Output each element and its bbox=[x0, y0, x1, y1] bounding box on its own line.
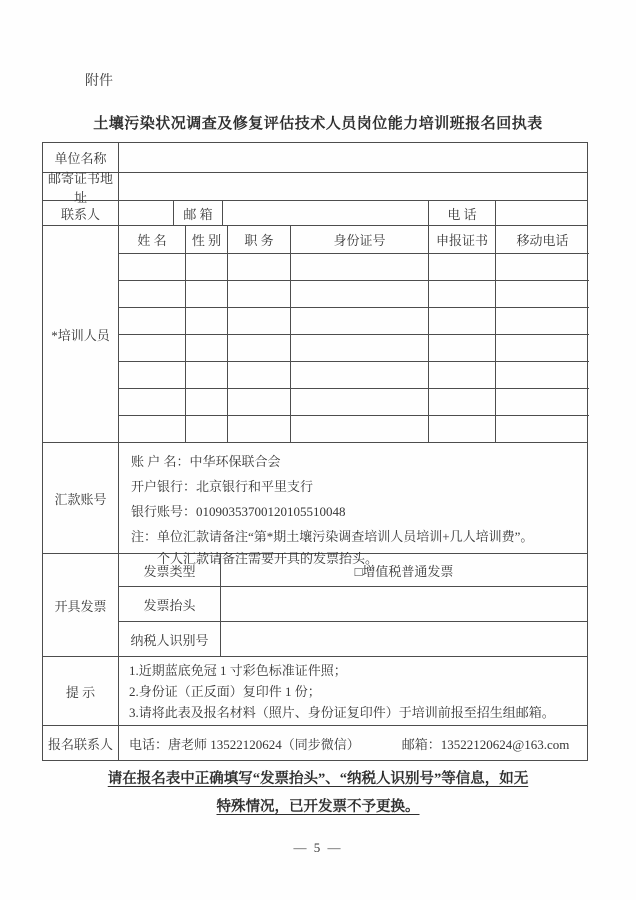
registration-contact-label: 报名联系人 bbox=[43, 726, 119, 760]
contact-email-label: 邮 箱 bbox=[174, 201, 223, 225]
mail-address-field bbox=[119, 173, 587, 200]
personnel-empty-cell bbox=[186, 335, 228, 362]
tips-line-2: 2.身份证（正反面）复印件 1 份； bbox=[129, 684, 321, 699]
tips-line-3: 3.请将此表及报名材料（照片、身份证复印件）于培训前报至招生组邮箱。 bbox=[129, 705, 555, 720]
personnel-empty-cell bbox=[186, 389, 228, 416]
personnel-empty-cell bbox=[186, 308, 228, 335]
contact-row bbox=[43, 201, 587, 226]
personnel-empty-cell bbox=[429, 335, 496, 362]
personnel-header-mobile: 移动电话 bbox=[496, 226, 589, 254]
personnel-empty-cell bbox=[291, 308, 429, 335]
personnel-empty-cell bbox=[429, 254, 496, 281]
contact-email-field bbox=[223, 201, 429, 225]
personnel-empty-cell bbox=[186, 281, 228, 308]
personnel-empty-cell bbox=[291, 281, 429, 308]
taxpayer-id-row bbox=[119, 622, 587, 657]
remittance-bank: 开户银行：北京银行和平里支行 bbox=[131, 479, 314, 494]
personnel-empty-cell bbox=[228, 389, 291, 416]
remittance-section bbox=[43, 443, 587, 566]
registration-contact-phone: 电话：唐老师 13522120624（同步微信） bbox=[129, 736, 360, 752]
unit-name-field bbox=[119, 143, 587, 172]
personnel-empty-cell bbox=[496, 254, 589, 281]
personnel-empty-cell bbox=[228, 362, 291, 389]
contact-field bbox=[119, 201, 174, 225]
footer-note-line1: 请在报名表中正确填写“发票抬头”、“纳税人识别号”等信息，如无 bbox=[107, 771, 529, 787]
personnel-empty-cell bbox=[186, 362, 228, 389]
personnel-header-gender: 性 别 bbox=[186, 226, 228, 254]
invoice-type-label: 发票类型 bbox=[119, 554, 221, 586]
personnel-empty-cell bbox=[291, 362, 429, 389]
personnel-empty-cell bbox=[496, 362, 589, 389]
unit-name-row bbox=[43, 143, 587, 173]
contact-label: 联系人 bbox=[43, 201, 119, 225]
invoice-section-label: 开具发票 bbox=[43, 554, 119, 656]
taxpayer-id-label: 纳税人识别号 bbox=[119, 622, 221, 657]
remittance-section-label: 汇款账号 bbox=[43, 443, 119, 553]
personnel-grid bbox=[119, 226, 589, 443]
contact-phone-label: 电 话 bbox=[429, 201, 496, 225]
personnel-empty-cell bbox=[228, 416, 291, 443]
remittance-note-line1: 注：单位汇款请备注“第*期土壤污染调查培训人员培训+几人培训费”。 bbox=[131, 529, 534, 544]
tips-content bbox=[119, 657, 587, 725]
personnel-empty-cell bbox=[429, 362, 496, 389]
tips-section bbox=[43, 657, 587, 726]
personnel-empty-cell bbox=[119, 308, 186, 335]
registration-contact-row bbox=[43, 726, 587, 760]
remittance-note-line2: 个人汇款请备注需要开具的发票抬头。 bbox=[157, 551, 379, 566]
personnel-header-position: 职 务 bbox=[228, 226, 291, 254]
personnel-empty-cell bbox=[291, 389, 429, 416]
personnel-empty-cell bbox=[186, 254, 228, 281]
personnel-empty-cell bbox=[496, 335, 589, 362]
remittance-content bbox=[119, 443, 587, 566]
personnel-header-id-number: 身份证号 bbox=[291, 226, 429, 254]
personnel-empty-cell bbox=[228, 281, 291, 308]
footer-note-line2: 特殊情况，已开发票不予更换。 bbox=[216, 799, 420, 815]
page-number: — 5 — bbox=[293, 840, 343, 855]
personnel-empty-cell bbox=[228, 254, 291, 281]
personnel-empty-cell bbox=[496, 389, 589, 416]
personnel-empty-cell bbox=[186, 416, 228, 443]
personnel-empty-cell bbox=[291, 416, 429, 443]
remittance-account-name: 账 户 名：中华环保联合会 bbox=[131, 454, 281, 469]
attachment-label: 附件 bbox=[85, 74, 113, 89]
invoice-subtable bbox=[119, 554, 587, 656]
personnel-header-name: 姓 名 bbox=[119, 226, 186, 254]
personnel-section bbox=[43, 226, 587, 443]
personnel-empty-cell bbox=[496, 281, 589, 308]
invoice-title-label: 发票抬头 bbox=[119, 587, 221, 621]
personnel-empty-cell bbox=[119, 254, 186, 281]
page-title: 土壤污染状况调查及修复评估技术人员岗位能力培训班报名回执表 bbox=[93, 116, 543, 132]
personnel-empty-cell bbox=[496, 416, 589, 443]
tips-section-label: 提 示 bbox=[43, 657, 119, 725]
personnel-empty-cell bbox=[228, 335, 291, 362]
contact-phone-field bbox=[496, 201, 587, 225]
invoice-section bbox=[43, 554, 587, 657]
unit-name-label: 单位名称 bbox=[43, 143, 119, 172]
mail-address-row bbox=[43, 170, 587, 205]
invoice-type-value: □增值税普通发票 bbox=[354, 563, 454, 579]
personnel-empty-cell bbox=[429, 416, 496, 443]
tips-line-1: 1.近期蓝底免冠 1 寸彩色标准证件照； bbox=[129, 663, 347, 678]
personnel-section-label: *培训人员 bbox=[43, 226, 119, 442]
personnel-empty-cell bbox=[119, 281, 186, 308]
mail-address-label: 邮寄证书地址 bbox=[43, 173, 119, 200]
personnel-table bbox=[119, 226, 589, 442]
invoice-type-row bbox=[119, 554, 587, 587]
remittance-account-number: 银行账号：01090353700120105510048 bbox=[131, 504, 346, 519]
registration-form-table bbox=[42, 142, 588, 761]
personnel-empty-cell bbox=[429, 281, 496, 308]
registration-contact-email: 邮箱：13522120624@163.com bbox=[401, 736, 570, 752]
invoice-title-row bbox=[119, 587, 587, 622]
personnel-empty-cell bbox=[119, 362, 186, 389]
personnel-empty-cell bbox=[429, 308, 496, 335]
personnel-header-certificate: 申报证书 bbox=[429, 226, 496, 254]
personnel-empty-cell bbox=[119, 389, 186, 416]
invoice-title-field bbox=[221, 587, 587, 621]
personnel-empty-cell bbox=[119, 335, 186, 362]
personnel-empty-cell bbox=[291, 335, 429, 362]
personnel-empty-cell bbox=[119, 416, 186, 443]
personnel-empty-cell bbox=[228, 308, 291, 335]
personnel-empty-cell bbox=[496, 308, 589, 335]
personnel-empty-cell bbox=[429, 389, 496, 416]
taxpayer-id-field bbox=[221, 622, 587, 657]
personnel-empty-cell bbox=[291, 254, 429, 281]
registration-contact-content bbox=[119, 726, 587, 760]
